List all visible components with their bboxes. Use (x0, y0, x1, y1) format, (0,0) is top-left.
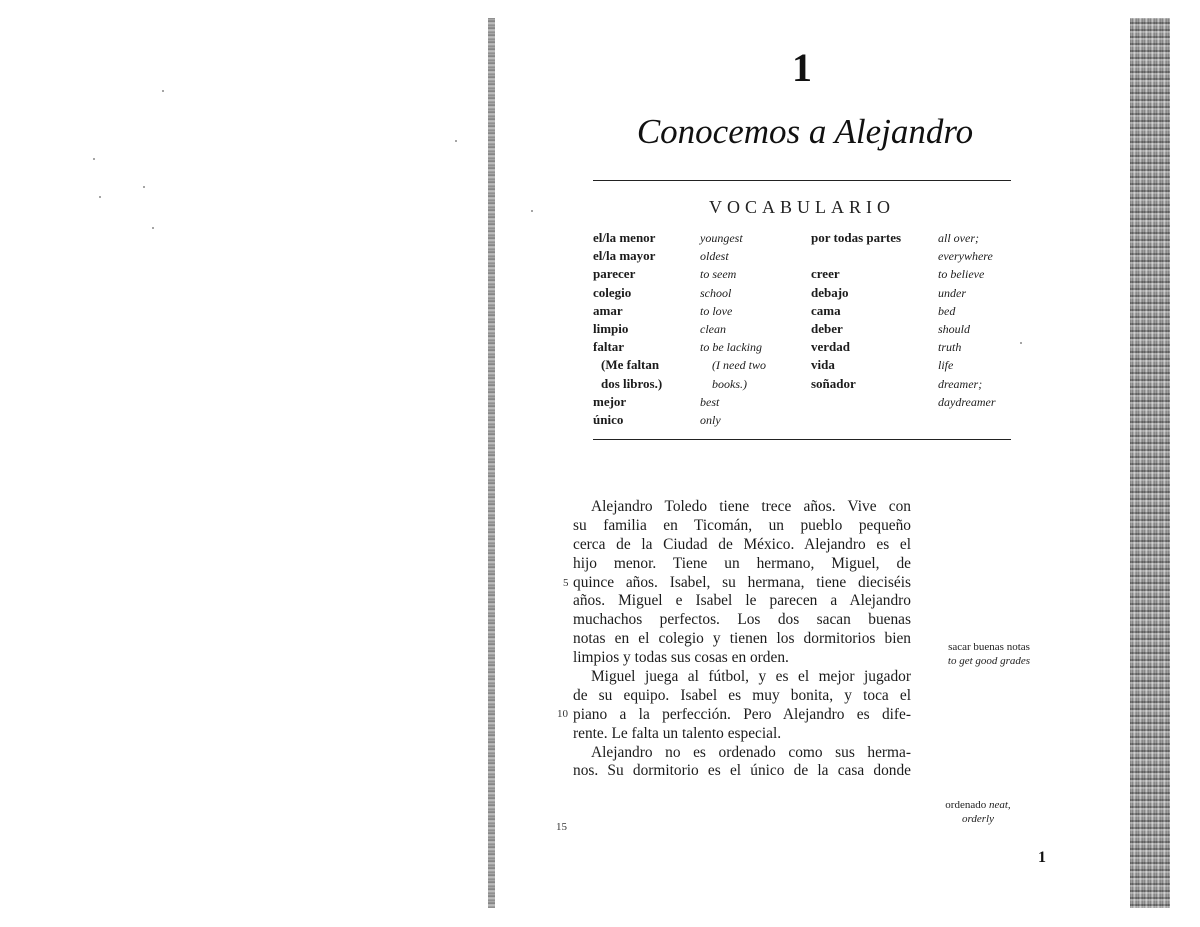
vocab-term: colegio (593, 284, 632, 300)
vocab-left-glosses (700, 229, 808, 429)
scan-speck (1020, 342, 1022, 344)
margin-note-term: ordenado (945, 799, 987, 811)
margin-note-gloss: to get good grades (947, 655, 1031, 667)
margin-note-gloss: neat, (988, 799, 1011, 811)
vocab-term: creer (811, 266, 840, 282)
margin-note-term: sacar buenas notas (948, 641, 1030, 653)
passage-line: años. Miguel e Isabel le parecen a Alejandro (573, 592, 911, 610)
passage-line: nos. Su dormitorio es el único de la casa donde (573, 762, 911, 780)
line-number-5: 5 (563, 577, 569, 589)
passage-line: rente. Le falta un talento especial. (573, 724, 782, 742)
passage-line: Alejandro no es ordenado como sus herma- (591, 743, 911, 761)
passage-line: Alejandro Toledo tiene trece años. Vive con (591, 498, 911, 515)
vocab-term: único (593, 411, 624, 427)
chapter-title: Conocemos a Alejandro (636, 112, 974, 151)
vocab-gloss: clean (700, 321, 726, 336)
passage-line: cerca de la Ciudad de México. Alejandro es el (573, 535, 911, 553)
vocab-gloss: youngest (700, 231, 743, 245)
vocab-term: faltar (593, 339, 625, 355)
passage-line: de su equipo. Isabel es muy bonita, y toca el (573, 686, 911, 704)
vocab-term (811, 247, 935, 265)
book-spine-shadow (488, 18, 495, 908)
scan-speck (531, 210, 533, 212)
vocab-bottom-rule (593, 439, 1011, 440)
margin-note-ordenado (933, 798, 1023, 826)
passage-line: notas en el colegio y tienen los dormitorios bien (573, 630, 911, 648)
vocab-term: (Me faltan (601, 357, 660, 373)
vocab-right-terms (811, 229, 935, 411)
vocab-gloss: (I need two (712, 358, 766, 373)
margin-note-sacar-buenas-notas (933, 640, 1045, 668)
vocab-gloss: all over; (938, 231, 979, 245)
vocab-gloss: bed (938, 303, 956, 318)
vocab-term: vida (811, 357, 835, 373)
vocab-gloss: to love (700, 303, 733, 318)
vocab-gloss: dreamer; (938, 376, 983, 391)
line-number-15: 15 (556, 821, 567, 833)
scan-speck (99, 196, 101, 198)
passage-line: Miguel juega al fútbol, y es el mejor jugador (591, 668, 911, 686)
vocab-gloss: to be lacking (700, 340, 762, 355)
vocab-gloss: under (938, 285, 966, 300)
vocab-term: el/la menor (593, 230, 656, 245)
reading-passage (573, 498, 911, 781)
vocab-term: el/la mayor (593, 248, 656, 264)
margin-note-gloss: orderly (962, 813, 994, 825)
vocab-gloss: truth (938, 340, 962, 355)
vocab-term: debajo (811, 284, 849, 300)
vocab-gloss: only (700, 412, 721, 427)
vocab-term: por todas partes (811, 230, 902, 245)
passage-line: limpios y todas sus cosas en orden. (573, 649, 789, 667)
vocab-left-terms (593, 229, 703, 429)
page-number: 1 (1038, 849, 1046, 866)
scan-speck (455, 140, 457, 142)
vocab-gloss: daydreamer (938, 394, 996, 409)
chapter-number: 1 (792, 45, 812, 90)
vocab-gloss: best (700, 394, 720, 409)
vocab-right-glosses (938, 229, 1012, 411)
vocab-term: cama (811, 302, 841, 318)
vocab-gloss: everywhere (938, 249, 993, 264)
passage-line: hijo menor. Tiene un hermano, Miguel, de (573, 554, 911, 572)
line-number-10: 10 (557, 708, 568, 720)
vocab-gloss: should (938, 321, 971, 336)
vocab-term: limpio (593, 320, 629, 336)
vocab-term: amar (593, 302, 623, 318)
vocab-gloss: books.) (712, 376, 747, 391)
vocab-gloss: to seem (700, 267, 737, 282)
passage-line: su familia en Ticomán, un pueblo pequeño (573, 516, 911, 534)
vocab-term: dos libros.) (601, 375, 663, 391)
vocab-term: verdad (811, 339, 850, 355)
vocab-gloss: life (938, 358, 954, 373)
page-edge-shadow (1130, 18, 1170, 908)
vocab-term: deber (811, 320, 843, 336)
scan-speck (93, 158, 95, 160)
scan-speck (162, 90, 164, 92)
passage-line: piano a la perfección. Pero Alejandro es dife- (573, 705, 911, 723)
passage-line: quince años. Isabel, su hermana, tiene dieciséis (573, 573, 911, 591)
vocab-gloss: school (700, 285, 732, 300)
vocab-term (811, 393, 935, 411)
vocab-term: mejor (593, 393, 627, 409)
scan-speck (152, 227, 154, 229)
scan-speck (143, 186, 145, 188)
passage-line: muchachos perfectos. Los dos sacan buenas (573, 611, 911, 629)
vocab-gloss: oldest (700, 249, 729, 264)
vocab-heading: VOCABULARIO (708, 197, 895, 217)
vocab-gloss: to believe (938, 267, 985, 282)
vocab-top-rule (593, 180, 1011, 181)
vocab-term: soñador (811, 375, 856, 391)
vocab-term: parecer (593, 266, 636, 282)
